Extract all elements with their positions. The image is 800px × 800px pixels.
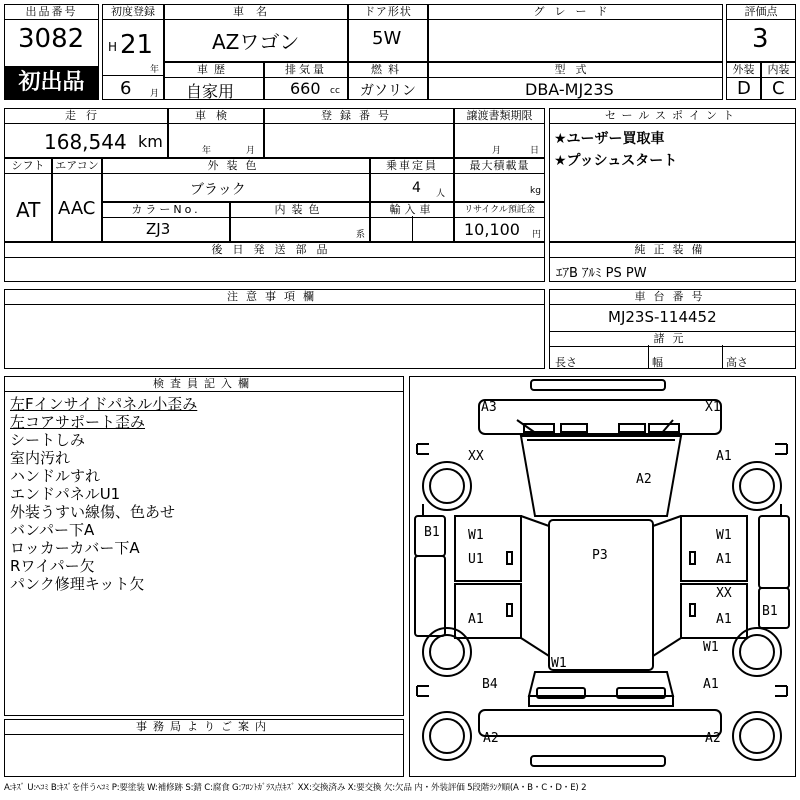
score-label: 評価点 xyxy=(726,4,796,20)
mileage-value: 168,544 xyxy=(44,130,127,154)
inspector-note-item: バンパー下A xyxy=(10,521,95,539)
capacity-value: 4 xyxy=(412,180,421,196)
inspector-note-item: ハンドルすれ xyxy=(10,467,101,485)
first-reg-label: 初度登録 xyxy=(102,4,164,20)
ac-label: エアコン xyxy=(52,158,102,174)
ext-color-label: 外装色 xyxy=(102,158,370,174)
shift-value: AT xyxy=(16,198,41,222)
shift-label: シフト xyxy=(4,158,52,174)
import-label: 輸入車 xyxy=(370,202,454,218)
history-value: 自家用 xyxy=(186,82,235,101)
dmg-a1-right1: A1 xyxy=(716,552,732,567)
car-name: AZワゴン xyxy=(212,30,300,54)
sales-points-label: セールスポイント xyxy=(549,108,796,124)
load-label: 最大積載量 xyxy=(454,158,545,174)
chassis-label: 車台番号 xyxy=(549,289,796,305)
dmg-b1-right: B1 xyxy=(762,604,778,619)
chassis-number: MJ23S-114452 xyxy=(608,308,717,326)
fuel-value: ガソリン xyxy=(360,83,416,99)
inspection-month-unit: 月 xyxy=(246,146,256,156)
dmg-a1-right2: A1 xyxy=(716,612,732,627)
ext-grade-label: 外装 xyxy=(726,62,761,78)
office-label: 事務局よりご案内 xyxy=(4,719,404,735)
grade-label: グレード xyxy=(428,4,723,20)
transfer-day-unit: 日 xyxy=(530,146,540,156)
transfer-label: 譲渡書類期限 xyxy=(454,108,545,124)
inspector-note-item: エンドパネルU1 xyxy=(10,485,121,503)
recycle-unit: 円 xyxy=(532,230,542,240)
history-label: 車歴 xyxy=(164,62,264,78)
equipment-value: ｴｱB ｱﾙﾐ PS PW xyxy=(556,266,647,281)
caution-label: 注意事項欄 xyxy=(4,289,545,305)
mileage-unit: km xyxy=(138,132,163,151)
transfer-month-unit: 月 xyxy=(492,146,502,156)
displacement-unit: cc xyxy=(330,86,340,96)
dmg-w1-rear-right: W1 xyxy=(703,640,719,655)
model-label: 型式 xyxy=(428,62,723,78)
lot-label: 出品番号 xyxy=(4,4,99,20)
dmg-a2-bottom-right: A2 xyxy=(705,731,721,746)
mileage-label: 走行 xyxy=(4,108,168,124)
length-label: 長さ xyxy=(555,356,577,369)
displacement-value: 660 xyxy=(290,79,321,98)
inspector-note-item: 外装うすい線傷、色あせ xyxy=(10,503,176,521)
dmg-u1-left: U1 xyxy=(468,552,484,567)
recycle-label: リサイクル預託金 xyxy=(454,202,545,218)
dmg-xx-right: XX xyxy=(716,586,732,601)
dmg-b4: B4 xyxy=(482,677,498,692)
car-diagram xyxy=(409,376,796,777)
inspection-year-unit: 年 xyxy=(202,146,212,156)
dmg-a3: A3 xyxy=(481,400,497,415)
month-unit: 月 xyxy=(150,89,160,99)
dmg-xx-fl: XX xyxy=(468,449,484,464)
sales-point-item: ★ユーザー買取車 xyxy=(554,131,665,147)
width-label: 幅 xyxy=(652,356,663,369)
ext-color-value: ブラック xyxy=(190,182,246,198)
int-color-unit: 系 xyxy=(356,230,366,240)
inspector-notes-list xyxy=(10,395,197,593)
height-label: 高さ xyxy=(726,356,748,369)
reg-year: 21 xyxy=(120,30,154,60)
inspection-label: 車検 xyxy=(168,108,264,124)
dmg-a2-bottom-left: A2 xyxy=(483,731,499,746)
equipment-label: 純正装備 xyxy=(549,242,796,258)
dmg-a1-rear-right: A1 xyxy=(703,677,719,692)
load-unit: kg xyxy=(530,186,541,196)
dmg-p3: P3 xyxy=(592,548,608,563)
fuel-label: 燃料 xyxy=(348,62,428,78)
era: H xyxy=(108,40,118,54)
color-no-value: ZJ3 xyxy=(146,220,171,238)
door-label: ドア形状 xyxy=(348,4,428,20)
model-value: DBA-MJ23S xyxy=(525,80,614,99)
dmg-w1-right: W1 xyxy=(716,528,732,543)
capacity-unit: 人 xyxy=(436,189,446,199)
int-color-label: 内装色 xyxy=(230,202,370,218)
int-grade-label: 内装 xyxy=(761,62,796,78)
inspector-note-item: 左コアサポート歪み xyxy=(10,413,146,431)
reg-no-label: 登録番号 xyxy=(264,108,454,124)
reg-month: 6 xyxy=(120,78,132,99)
dmg-a1-fr: A1 xyxy=(716,449,732,464)
inspector-note-item: 室内汚れ xyxy=(10,449,71,467)
inspector-note-item: パンク修理キット欠 xyxy=(10,575,145,593)
dmg-a1-left: A1 xyxy=(468,612,484,627)
door-type: 5W xyxy=(372,28,402,49)
car-name-label: 車名 xyxy=(164,4,348,20)
score-value: 3 xyxy=(752,24,769,54)
ext-grade-value: D xyxy=(737,78,751,99)
inspector-note-item: シートしみ xyxy=(10,431,86,449)
legend-text: A:ｷｽﾞ U:ﾍｺﾐ B:ｷｽﾞを伴うﾍｺﾐ P:要塗装 W:補修跡 S:錆 C:腐食 G:ﾌﾛﾝﾄｶﾞﾗｽ点ｷｽﾞ XX:交換済み X:要交換 欠:欠品 内・外装評価 5段階ﾗﾝｸ順(A・B・C・D・E) 2 xyxy=(4,783,587,793)
dmg-w1-tail: W1 xyxy=(551,656,567,671)
year-unit: 年 xyxy=(150,65,160,75)
recycle-value: 10,100 xyxy=(464,220,520,239)
lot-number: 3082 xyxy=(18,24,85,54)
spec-label: 諸元 xyxy=(549,331,796,347)
capacity-label: 乗車定員 xyxy=(370,158,454,174)
inspector-note-item: ロッカーカバー下A xyxy=(10,539,140,557)
dmg-x1: X1 xyxy=(705,400,721,415)
later-parts-label: 後日発送部品 xyxy=(4,242,545,258)
inspector-note-item: 左Fインサイドパネル小歪み xyxy=(10,395,198,413)
ac-value: AAC xyxy=(58,198,96,219)
inspector-label: 検査員記入欄 xyxy=(4,376,404,392)
displacement-label: 排気量 xyxy=(264,62,348,78)
color-no-label: カラーNo. xyxy=(102,202,230,218)
dmg-a2-hood: A2 xyxy=(636,472,652,487)
int-grade-value: C xyxy=(772,78,785,99)
dmg-w1-left: W1 xyxy=(468,528,484,543)
dmg-b1-left: B1 xyxy=(424,525,440,540)
sales-points-list xyxy=(554,128,677,172)
inspector-note-item: Rワイパー欠 xyxy=(10,557,95,575)
first-listing-badge: 初出品 xyxy=(5,66,98,99)
sales-point-item: ★プッシュスタート xyxy=(554,153,678,169)
